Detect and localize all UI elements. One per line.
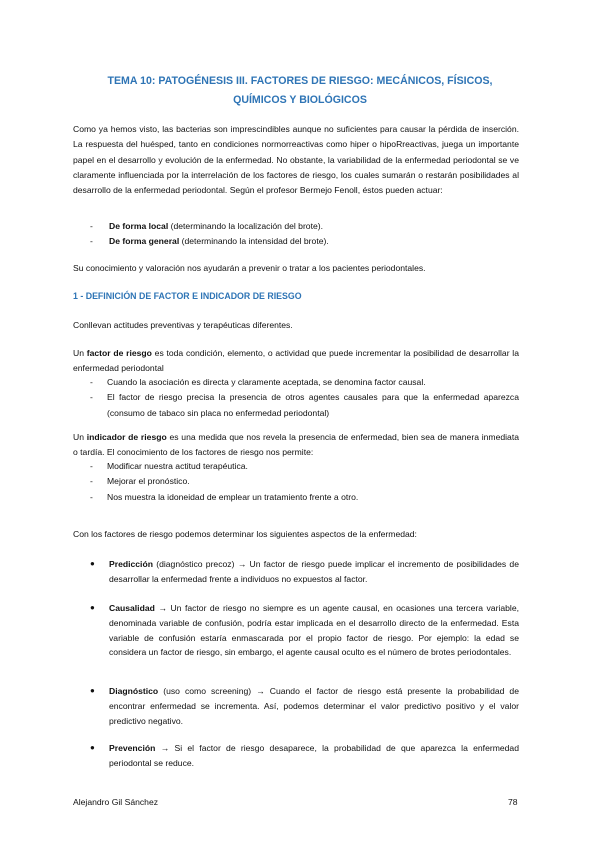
aspect-prevencion: ● Prevención → Si el factor de riesgo desaparece, la probabilidad de que aparezca la enfermedad periodontal se reduce. [90, 743, 519, 768]
list-item: - Nos muestra la idoneidad de emplear un tratamiento frente a otro. [90, 491, 359, 502]
factor-definition: Un factor de riesgo es toda condición, elemento, o actividad que puede incrementar la posibilidad de desarrollar la enfermedad periodontal [73, 348, 519, 374]
intro-paragraph: Como ya hemos visto, las bacterias son imprescindibles aunque no suficientes para causar la pérdida de inserción. La respuesta del huésped, tanto en condiciones normorreactivas como hiper o hipoRreactivas, juega un importante papel en el desarrollo y evolución de la enfermedad. No obstante, la variabilidad de la enfermedad periodontal se ve claramente influenciada por la interrelación de los factores de riesgo, los cuales sumarán o restarán posibilidades al desarrollo de la enfermedad periodontal. Según el profesor Bermejo Fenoll, éstos pueden actuar: [73, 124, 519, 196]
section-lead: Conllevan actitudes preventivas y terapéuticas diferentes. [73, 320, 293, 330]
bullet-icon: ● [90, 559, 95, 568]
list-item: - El factor de riesgo precisa la presencia de otros agentes causales para que la enfermedad aparezca (consumo de tabaco sin placa no enfermedad periodontal) [90, 392, 519, 418]
forms-list [73, 219, 519, 250]
aspect-prediccion: ● Predicción (diagnóstico precoz) → Un factor de riesgo puede implicar el incremento de posibilidades de desarrollar la enfermedad frente a individuos no expuestos al factor. [90, 559, 519, 584]
page-title: TEMA 10: PATOGÉNESIS III. FACTORES DE RIESGO: MECÁNICOS, FÍSICOS, QUÍMICOS Y BIOLÓGICOS [107, 75, 493, 106]
aspect-causalidad: ● Causalidad → Un factor de riesgo no siempre es un agente causal, en ocasiones una tercera variable, denominada variable de confusión, podría estar implicada en el desarrollo directo de la enfermedad. Esta variable de confusión estaría enmascarada por el propio factor de riesgo. Por ejemplo: la edad se considera un factor de riesgo, sin embargo, el agente causal oculto es el número de brotes periodontales. [90, 603, 519, 658]
aspect-diagnostico: ● Diagnóstico (uso como screening) → Cuando el factor de riesgo está presente la probabilidad de encontrar enfermedad se incrementa. Así, podemos determinar el valor predictivo positivo y el valor predictivo negativo. [90, 686, 519, 726]
list-item: - De forma general (determinando la intensidad del brote). [90, 236, 329, 247]
footer-author: Alejandro Gil Sánchez [73, 797, 159, 807]
factor-list [73, 375, 519, 421]
indicator-list [73, 459, 519, 505]
bullet-icon: ● [90, 603, 95, 612]
bullet-icon: ● [90, 743, 95, 752]
list-item: - Mejorar el pronóstico. [90, 476, 190, 487]
aspects-lead: Con los factores de riesgo podemos determinar los siguientes aspectos de la enfermedad: [73, 529, 417, 539]
list-item: - Modificar nuestra actitud terapéutica. [90, 461, 248, 471]
list-item: - Cuando la asociación es directa y claramente aceptada, se denomina factor causal. [90, 377, 426, 387]
bullet-icon: ● [90, 686, 95, 695]
indicator-definition: Un indicador de riesgo es una medida que nos revela la presencia de enfermedad, bien sea de manera inmediata o tardía. El conocimiento de los factores de riesgo nos permite: [73, 432, 519, 458]
page-number: 78 [508, 797, 518, 807]
list-item: - De forma local (determinando la localización del brote). [90, 221, 324, 231]
section-heading: 1 - DEFINICIÓN DE FACTOR E INDICADOR DE RIESGO [73, 291, 302, 301]
knowledge-paragraph: Su conocimiento y valoración nos ayudarán a prevenir o tratar a los pacientes periodontales. [73, 263, 426, 273]
